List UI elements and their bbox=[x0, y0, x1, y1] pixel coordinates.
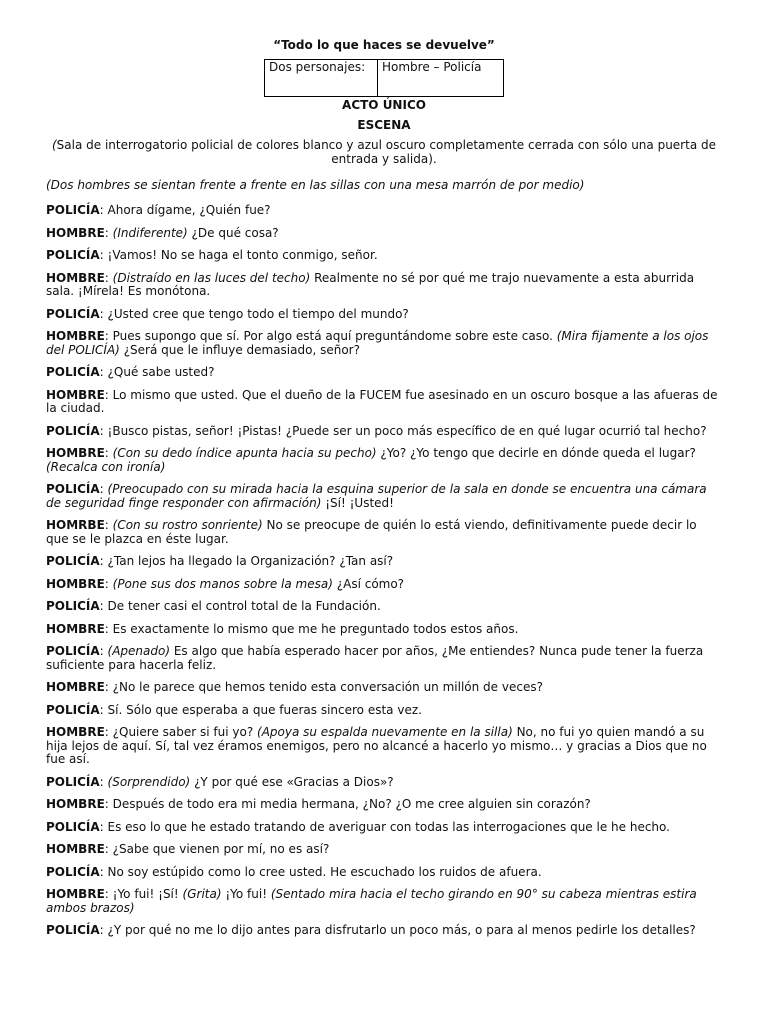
dialogue-line bbox=[46, 555, 722, 569]
dialogue-line bbox=[46, 483, 722, 510]
speaker-name: POLICÍA bbox=[46, 365, 100, 379]
dialogue-text: ¿De qué cosa? bbox=[187, 225, 279, 240]
speaker-name: POLICÍA bbox=[46, 203, 100, 217]
cast-table bbox=[264, 59, 504, 97]
speaker-name: POLICÍA bbox=[46, 554, 100, 568]
stage-direction-inline: (Mira fijamente a los ojos del POLICÍA) bbox=[46, 329, 709, 357]
dialogue-text: : Pues supongo que sí. Por algo está aquí preguntándome sobre este caso. bbox=[104, 329, 557, 343]
dialogue-text: ¿Yo? ¿Yo tengo que decirle en dónde queda el lugar? bbox=[376, 446, 696, 460]
speaker-name: HOMBRE bbox=[46, 797, 105, 811]
speaker-name: POLICÍA bbox=[46, 819, 100, 834]
speaker-name: HOMBRE bbox=[46, 446, 105, 460]
dialogue-line bbox=[46, 366, 722, 380]
document-page bbox=[46, 38, 722, 938]
stage-direction: (Dos hombres se sientan frente a frente en las sillas con una mesa marrón de por medio) bbox=[46, 178, 585, 192]
dialogue-text: : bbox=[104, 576, 113, 591]
speaker-name: POLICÍA bbox=[46, 248, 100, 262]
dialogue-line bbox=[46, 330, 722, 357]
speaker-name: HOMBRE bbox=[46, 621, 105, 636]
document-title: “Todo lo que haces se devuelve” bbox=[273, 38, 495, 52]
dialogue-text: : bbox=[104, 225, 113, 240]
speaker-name: POLICÍA bbox=[46, 774, 100, 789]
speaker-name: POLICÍA bbox=[46, 423, 100, 438]
dialogue-line bbox=[46, 308, 722, 322]
stage-direction-inline: (Con su rostro sonriente) bbox=[112, 518, 263, 532]
dialogue-line bbox=[46, 888, 722, 915]
dialogue-line bbox=[46, 645, 722, 672]
dialogue-text: : ¡Yo fui! ¡Sí! bbox=[104, 887, 183, 901]
stage-direction-inline: (Apenado) bbox=[107, 644, 171, 658]
dialogue-line bbox=[46, 447, 722, 474]
dialogue-text: : ¿Usted cree que tengo todo el tiempo del mundo? bbox=[99, 306, 409, 321]
dialogue-line bbox=[46, 578, 722, 592]
speaker-name: POLICÍA bbox=[46, 864, 100, 879]
dialogue-line bbox=[46, 623, 722, 637]
dialogue-text: Es algo que había esperado hacer por años, ¿Me entiendes? Nunca pude tener la fuerza suficiente para hacerla feliz. bbox=[46, 644, 704, 672]
dialogue-line bbox=[46, 425, 722, 439]
dialogue-text: : ¡Vamos! No se haga el tonto conmigo, señor. bbox=[99, 248, 378, 262]
stage-direction-inline: (Recalca con ironía) bbox=[46, 459, 166, 474]
dialogue-text: : Después de todo era mi media hermana, ¿No? ¿O me cree alguien sin corazón? bbox=[104, 797, 591, 811]
dialogue-text: : ¿Sabe que vienen por mí, no es así? bbox=[104, 842, 330, 856]
speaker-name: HOMBRE bbox=[46, 680, 105, 694]
speaker-name: HOMRBE bbox=[46, 518, 105, 532]
dialogue-text: : Es eso lo que he estado tratando de averiguar con todas las interrogaciones que le he hecho. bbox=[99, 819, 670, 834]
speaker-name: HOMBRE bbox=[46, 387, 105, 402]
dialogue-text: No, no fui yo quien mandó a su hija lejos de aquí. Sí, tal vez éramos enemigos, pero no alcancé a hacerlo yo mismo… y gracias a Dios que no fue así. bbox=[46, 725, 707, 766]
dialogue-text: : Es exactamente lo mismo que me he preguntado todos estos años. bbox=[104, 621, 519, 636]
dialogue-line bbox=[46, 272, 722, 299]
dialogue-text: : bbox=[104, 446, 113, 460]
dialogue-line bbox=[46, 866, 722, 880]
dialogue-text: ¿Será que le influye demasiado, señor? bbox=[119, 342, 360, 357]
speaker-name: HOMBRE bbox=[46, 225, 105, 240]
speaker-name: POLICÍA bbox=[46, 923, 100, 937]
dialogue-line bbox=[46, 227, 722, 241]
stage-setting bbox=[46, 138, 722, 166]
stage-direction-inline: (Sorprendido) bbox=[107, 774, 191, 789]
dialogue-text: : bbox=[99, 774, 108, 789]
stage-direction-inline: (Sentado mira hacia el techo girando en 90° su cabeza mientras estira ambos brazos) bbox=[46, 887, 697, 915]
dialogue-text: No se preocupe de quién lo está viendo, definitivamente puede decir lo que se le plazca en éste lugar. bbox=[46, 518, 697, 546]
cast-value: Hombre – Policía bbox=[378, 60, 504, 97]
dialogue-text: : ¿Quiere saber si fui yo? bbox=[104, 725, 258, 739]
speaker-name: POLICÍA bbox=[46, 702, 100, 717]
stage-open-paren: ( bbox=[51, 138, 57, 152]
speaker-name: HOMBRE bbox=[46, 329, 105, 343]
dialogue-line bbox=[46, 249, 722, 263]
dialogue-line bbox=[46, 821, 722, 835]
dialogue-text: : ¡Busco pistas, señor! ¡Pistas! ¿Puede ser un poco más específico de en qué lugar ocurrió tal hecho? bbox=[99, 423, 707, 438]
dialogue-line bbox=[46, 924, 722, 938]
dialogue-text: : Ahora dígame, ¿Quién fue? bbox=[99, 203, 271, 217]
speaker-name: POLICÍA bbox=[46, 306, 100, 321]
stage-direction-inline: (Pone sus dos manos sobre la mesa) bbox=[112, 576, 333, 591]
act-heading: ACTO ÚNICO bbox=[342, 98, 426, 112]
speaker-name: POLICÍA bbox=[46, 644, 100, 658]
stage-direction-inline: (Con su dedo índice apunta hacia su pecho) bbox=[112, 446, 377, 460]
speaker-name: HOMBRE bbox=[46, 270, 105, 285]
speaker-name: HOMBRE bbox=[46, 887, 105, 901]
dialogue-text: : ¿Tan lejos ha llegado la Organización? ¿Tan así? bbox=[99, 554, 394, 568]
dialogue-text: : ¿Y por qué no me lo dijo antes para disfrutarlo un poco más, o para al menos pedirle los detalles? bbox=[99, 923, 696, 937]
dialogue-line bbox=[46, 704, 722, 718]
dialogue-text: : ¿Qué sabe usted? bbox=[99, 365, 215, 379]
dialogue-text: : bbox=[104, 518, 113, 532]
stage-direction-inline: (Preocupado con su mirada hacia la esquina superior de la sala en donde se encuentra una cámara de seguridad finge responder con afirmación) bbox=[46, 482, 707, 510]
dialogue-text: ¡Yo fui! bbox=[221, 887, 271, 901]
dialogue-line bbox=[46, 600, 722, 614]
dialogue-line bbox=[46, 798, 722, 812]
stage-direction-inline: (Indiferente) bbox=[112, 225, 188, 240]
dialogue-text: : De tener casi el control total de la Fundación. bbox=[99, 599, 381, 613]
speaker-name: HOMBRE bbox=[46, 725, 105, 739]
dialogue-line bbox=[46, 726, 722, 767]
dialogue-list bbox=[46, 204, 722, 938]
dialogue-text: : Sí. Sólo que esperaba a que fueras sincero esta vez. bbox=[99, 702, 422, 717]
dialogue-text: : bbox=[99, 482, 108, 496]
dialogue-text: ¿Y por qué ese «Gracias a Dios»? bbox=[190, 774, 394, 789]
stage-direction-inline: (Grita) bbox=[182, 887, 222, 901]
dialogue-text: : bbox=[99, 644, 108, 658]
dialogue-line bbox=[46, 681, 722, 695]
dialogue-text: : ¿No le parece que hemos tenido esta conversación un millón de veces? bbox=[104, 680, 543, 694]
scene-heading: ESCENA bbox=[357, 118, 411, 132]
speaker-name: POLICÍA bbox=[46, 599, 100, 613]
dialogue-text: : bbox=[104, 270, 113, 285]
stage-direction-inline: (Distraído en las luces del techo) bbox=[112, 270, 311, 285]
dialogue-text: Realmente no sé por qué me trajo nuevamente a esta aburrida sala. ¡Mírela! Es monótona. bbox=[46, 270, 695, 298]
dialogue-line bbox=[46, 776, 722, 790]
dialogue-line bbox=[46, 843, 722, 857]
dialogue-text: ¡Sí! ¡Usted! bbox=[321, 495, 394, 510]
dialogue-line bbox=[46, 389, 722, 416]
dialogue-line bbox=[46, 519, 722, 546]
dialogue-text: : No soy estúpido como lo cree usted. He escuchado los ruidos de afuera. bbox=[99, 864, 542, 879]
dialogue-text: : Lo mismo que usted. Que el dueño de la FUCEM fue asesinado en un oscuro bosque a las afueras de la ciudad. bbox=[46, 387, 718, 415]
speaker-name: POLICÍA bbox=[46, 482, 100, 496]
stage-setting-text: Sala de interrogatorio policial de colores blanco y azul oscuro completamente cerrada con sólo una puerta de entrada y salida). bbox=[56, 138, 716, 166]
cast-label: Dos personajes: bbox=[265, 60, 378, 97]
speaker-name: HOMBRE bbox=[46, 842, 105, 856]
speaker-name: HOMBRE bbox=[46, 576, 105, 591]
dialogue-text: ¿Así cómo? bbox=[332, 576, 405, 591]
stage-direction-inline: (Apoya su espalda nuevamente en la silla) bbox=[257, 725, 513, 739]
dialogue-line bbox=[46, 204, 722, 218]
